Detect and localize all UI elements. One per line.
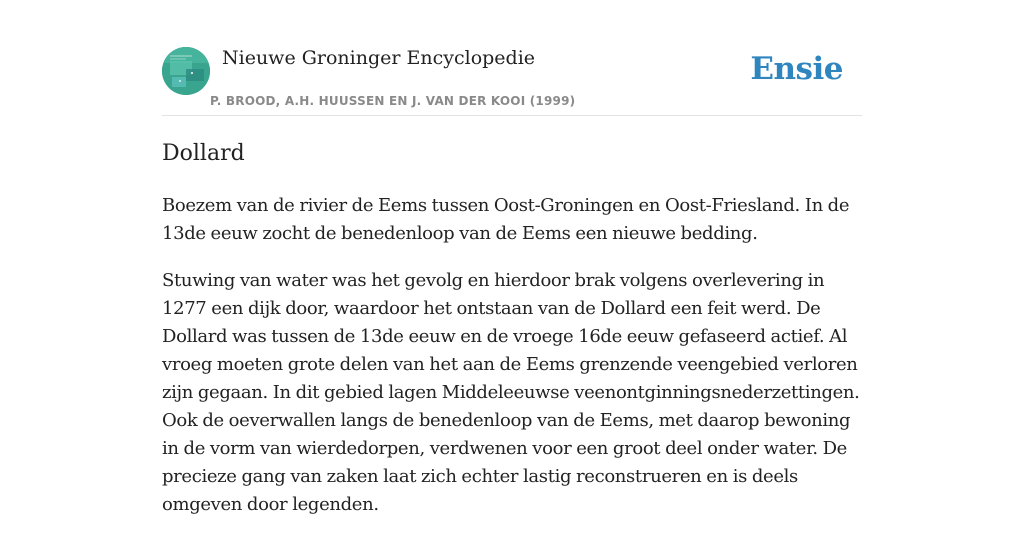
- book-authors-link[interactable]: P. BROOD, A.H. HUUSSEN EN J. VAN DER KOOI (1999): [210, 94, 576, 108]
- entry-paragraph: Boezem van de rivier de Eems tussen Oost-Groningen en Oost-Friesland. In de 13de eeuw zocht de benedenloop van de Eems een nieuwe bedding.: [162, 195, 850, 244]
- ensie-logo-link[interactable]: Ensie: [750, 51, 843, 87]
- book-cover-icon[interactable]: [162, 47, 210, 95]
- entry-paragraph: Stuwing van water was het gevolg en hierdoor brak volgens overlevering in 1277 een dijk door, waardoor het ontstaan van de Dollard een feit werd. De Dollard was tussen de 13de eeuw en de vroege 16de eeuw gefaseerd actief. Al vroeg moeten grote delen van het aan de Eems grenzende veengebied verloren zijn gegaan. In dit gebied lagen Middeleeuwse veenontginningsnederzettingen. Ook de oeverwallen langs de benedenloop van de Eems, met daarop bewoning in de vorm van wierdedorpen, verdwenen voor een groot deel onder water. De precieze gang van zaken laat zich echter lastig reconstrueren en is deels omgeven door legenden.: [162, 270, 860, 515]
- entry-title: Dollard: [162, 141, 245, 166]
- book-title-link[interactable]: Nieuwe Groninger Encyclopedie: [222, 47, 536, 69]
- entry-body: [162, 192, 862, 538]
- page: [162, 0, 862, 515]
- book-header: [162, 0, 862, 116]
- book-cover-image: [162, 47, 210, 95]
